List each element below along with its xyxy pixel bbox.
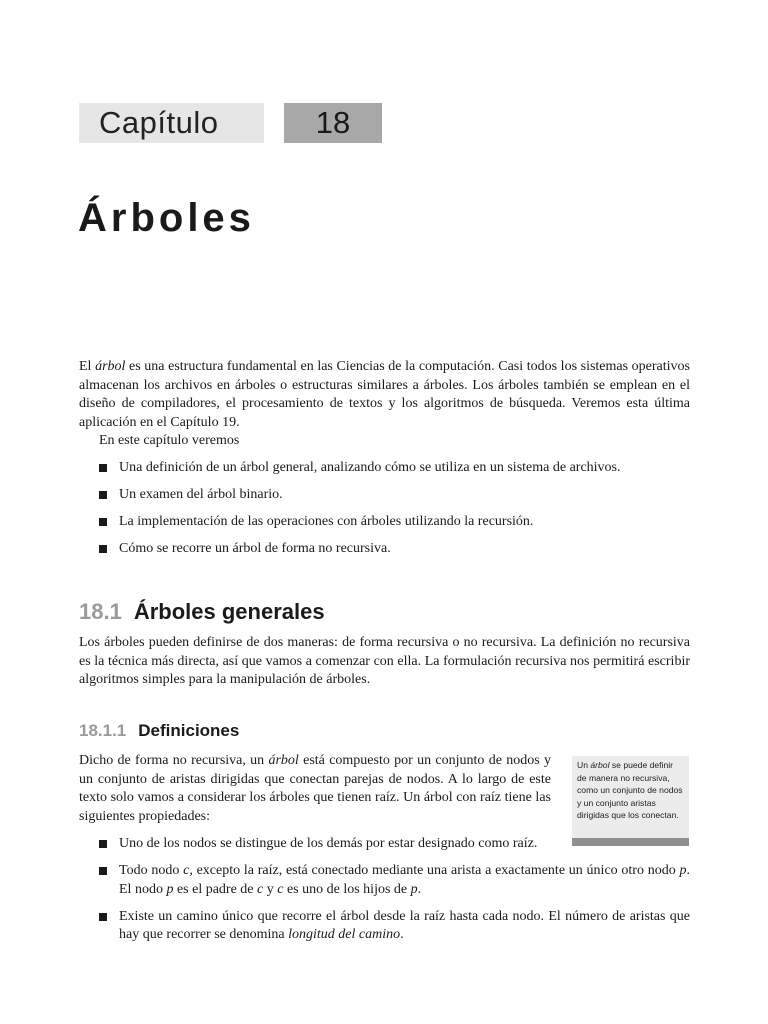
definition-paragraph [79, 752, 551, 826]
bullet2-var-c: c [183, 863, 190, 878]
section-number: 18.1 [79, 599, 122, 624]
bullet-square-icon [99, 518, 107, 526]
bullet-square-icon [99, 545, 107, 553]
list-item [79, 540, 690, 559]
bullet3-text-em: longitud del camino [288, 927, 401, 942]
list-item [79, 513, 690, 532]
bullet-square-icon [99, 464, 107, 472]
definition-text-b: está compuesto por un conjunto de nodos y un conjunto de aristas dirigidas que conectan parejas de nodos. A lo largo de este texto solo vamos a considerar los árboles que tienen raíz. Un árbol con raíz tiene las siguientes propiedades: [79, 753, 551, 824]
margin-note-text-em: árbol [590, 760, 610, 770]
intro-text-b: es una estructura fundamental en las Ciencias de la computación. Casi todos los sistemas operativos almacenan los archivos en árboles o estructuras similares a árboles. Los árboles también se emplean en el diseño de compiladores, el procesamiento de textos y los algoritmos de búsqueda. Veremos esta última aplicación en el Capítulo 19. [79, 359, 690, 430]
bullet2-var-p: p [410, 881, 418, 897]
intro-bullet-list [79, 459, 690, 559]
bullet2-var-c: c [277, 881, 284, 897]
properties-bullet-list [79, 835, 690, 945]
bullet-square-icon [99, 491, 107, 499]
bullet2-var-p: p [166, 881, 174, 897]
definition-text-a: Dicho de forma no recursiva, un [79, 753, 269, 768]
list-item [79, 908, 690, 945]
section-title: Árboles generales [133, 599, 325, 624]
list-item [79, 835, 550, 854]
bullet-square-icon [99, 867, 107, 875]
margin-note [572, 756, 689, 846]
list-item [79, 862, 690, 899]
list-item-text: Uno de los nodos se distingue de los demás por estar designado como raíz. [119, 836, 538, 851]
intro-lead: En este capítulo veremos [99, 433, 240, 448]
bullet2-var-p: p [679, 863, 687, 878]
bullet2-text-c: . El nodo [119, 863, 690, 897]
bullet2-text-b: , excepto la raíz, está conectado mediante una arista a exactamente un único otro nodo [189, 863, 680, 878]
bullet2-text-f: es uno de los hijos de [283, 881, 411, 897]
intro-paragraph [79, 358, 690, 432]
subsection-heading [79, 721, 239, 741]
list-item-text: La implementación de las operaciones con árboles utilizando la recursión. [119, 514, 534, 529]
list-item [79, 486, 690, 505]
subsection-title: Definiciones [138, 721, 240, 740]
list-item-text: Un examen del árbol binario. [119, 487, 283, 502]
section-heading [79, 599, 325, 625]
subsection-number: 18.1.1 [79, 721, 127, 740]
bullet2-text-e: y [263, 881, 278, 897]
bullet-square-icon [99, 913, 107, 921]
chapter-number [284, 103, 382, 143]
margin-note-text-b: se puede definir de manera no recursiva, como un conjunto de nodos y un conjunto aristas dirigidas que los conectan. [577, 760, 683, 820]
bullet3-text-b: . [400, 927, 404, 942]
chapter-number-text: 18 [315, 105, 351, 140]
bullet2-text-g: . [417, 881, 422, 897]
bullet3-text-a: Existe un camino único que recorre el árbol desde la raíz hasta cada nodo. El número de aristas que hay que recorrer se denomina [119, 908, 690, 942]
chapter-label [79, 103, 264, 143]
section-paragraph: Los árboles pueden definirse de dos maneras: de forma recursiva o no recursiva. La definición no recursiva es la técnica más directa, así que vamos a comenzar con ella. La formulación recursiva nos permitirá escribir algoritmos simples para la manipulación de árboles. [79, 635, 690, 687]
list-item-text: Una definición de un árbol general, analizando cómo se utiliza en un sistema de archivos. [119, 460, 621, 475]
list-item [79, 459, 690, 478]
bullet-square-icon [99, 840, 107, 848]
bullet2-var-c: c [257, 881, 264, 897]
intro-text-em: árbol [95, 359, 126, 374]
definition-text-em: árbol [268, 753, 299, 768]
chapter-label-text: Capítulo [99, 105, 219, 140]
bullet2-text-a: Todo nodo [119, 863, 184, 878]
list-item-text: Cómo se recorre un árbol de forma no recursiva. [119, 541, 391, 556]
margin-note-text-a: Un [577, 760, 591, 770]
intro-text-a: El [79, 359, 96, 374]
bullet2-text-d: es el padre de [173, 881, 258, 897]
chapter-title: Árboles [78, 196, 255, 240]
